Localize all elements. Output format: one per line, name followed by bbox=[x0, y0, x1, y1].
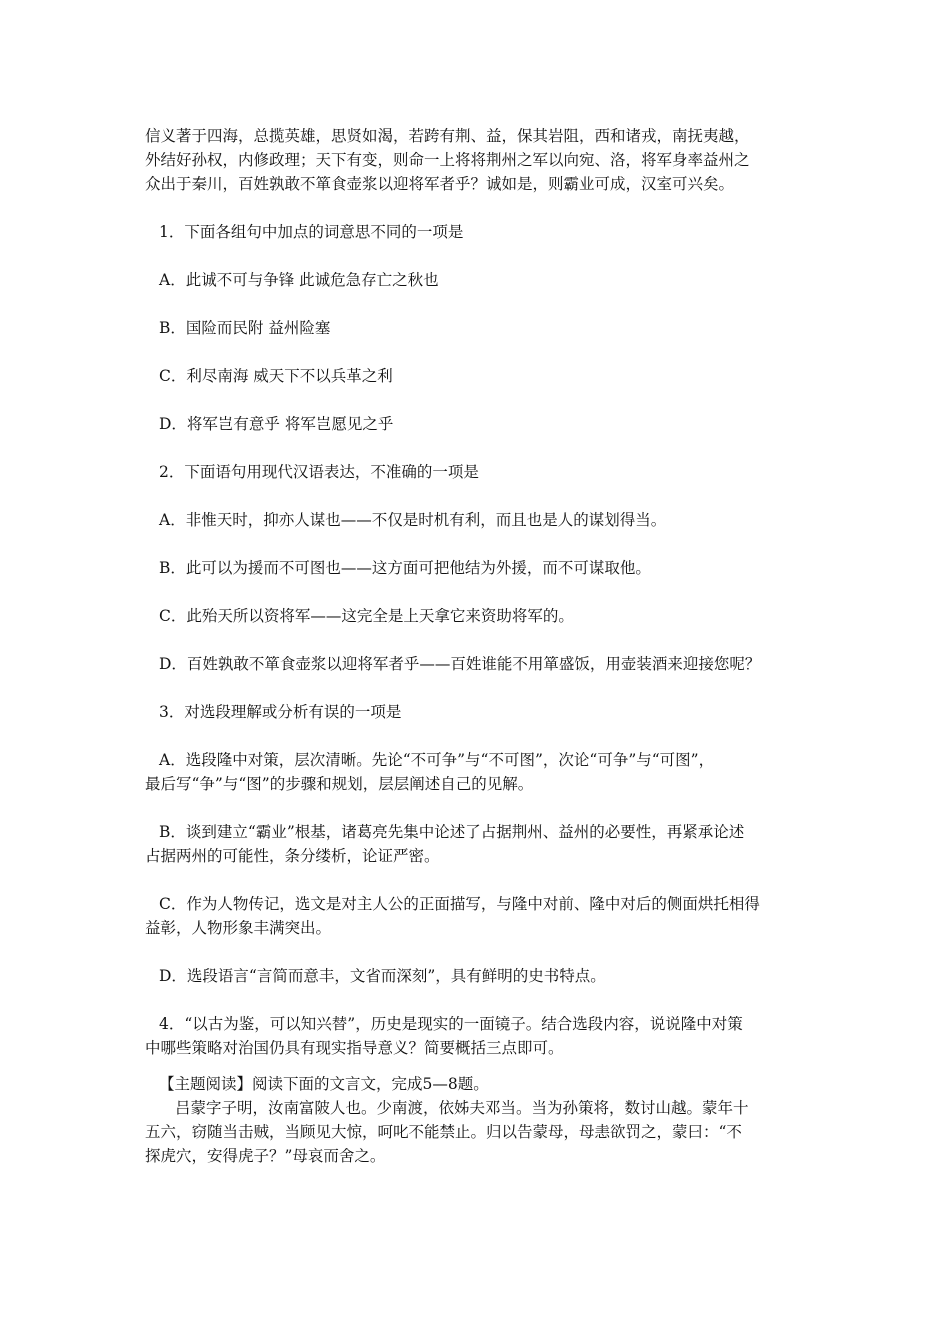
theme-reading-heading: 【主题阅读】阅读下面的文言文，完成5—8题。 bbox=[159, 1075, 489, 1093]
question-1-option-a: A．此诚不可与争锋 此诚危急存亡之秋也 bbox=[159, 271, 439, 289]
question-3 bbox=[145, 700, 810, 988]
question-2-option-b: B．此可以为援而不可图也——这方面可把他结为外援，而不可谋取他。 bbox=[159, 559, 651, 577]
theme-reading-line: 吕蒙字子明，汝南富陂人也。少南渡，依姊夫邓当。当为孙策将，数讨山越。蒙年十 bbox=[175, 1099, 749, 1117]
spacer bbox=[145, 436, 810, 460]
question-3-option-c-cont: 益彰，人物形象丰满突出。 bbox=[145, 919, 332, 937]
theme-reading-line: 探虎穴，安得虎子？”母哀而舍之。 bbox=[145, 1147, 386, 1165]
passage bbox=[145, 124, 810, 196]
theme-reading bbox=[145, 1072, 810, 1168]
question-1-option-b: B．国险而民附 益州险塞 bbox=[159, 319, 331, 337]
spacer bbox=[145, 676, 810, 700]
question-3-option-c: C．作为人物传记，选文是对主人公的正面描写，与隆中对前、隆中对后的侧面烘托相得 bbox=[159, 895, 760, 913]
question-1-option-d: D．将军岂有意乎 将军岂愿见之乎 bbox=[159, 415, 394, 433]
question-2-option-d: D．百姓孰敢不箪食壶浆以迎将军者乎——百姓谁能不用箪盛饭，用壶装酒来迎接您呢？ bbox=[159, 655, 761, 673]
document-page bbox=[145, 124, 810, 1168]
question-2 bbox=[145, 460, 810, 676]
question-2-stem: 2．下面语句用现代汉语表达，不准确的一项是 bbox=[159, 463, 479, 481]
passage-line: 众出于秦川，百姓孰敢不箪食壶浆以迎将军者乎？诚如是，则霸业可成，汉室可兴矣。 bbox=[145, 175, 735, 193]
question-4-stem: 4．“以古为鉴，可以知兴替”，历史是现实的一面镜子。结合选段内容，说说隆中对策 bbox=[159, 1015, 743, 1033]
question-1 bbox=[145, 220, 810, 436]
question-3-option-b-cont: 占据两州的可能性，条分缕析，论证严密。 bbox=[145, 847, 440, 865]
question-3-option-a: A．选段隆中对策，层次清晰。先论“不可争”与“不可图”，次论“可争”与“可图”， bbox=[159, 751, 715, 769]
question-3-stem: 3．对选段理解或分析有误的一项是 bbox=[159, 703, 402, 721]
question-3-option-b: B．谈到建立“霸业”根基，诸葛亮先集中论述了占据荆州、益州的必要性，再紧承论述 bbox=[159, 823, 745, 841]
question-1-stem: 1．下面各组句中加点的词意思不同的一项是 bbox=[159, 223, 464, 241]
theme-reading-line: 五六，窃随当击贼，当顾见大惊，呵叱不能禁止。归以告蒙母，母恚欲罚之，蒙曰：“不 bbox=[145, 1123, 742, 1141]
spacer bbox=[145, 988, 810, 1012]
question-4-stem-cont: 中哪些策略对治国仍具有现实指导意义？简要概括三点即可。 bbox=[145, 1039, 564, 1057]
passage-line: 信义著于四海，总揽英雄，思贤如渴，若跨有荆、益，保其岩阻，西和诸戎，南抚夷越， bbox=[145, 127, 750, 145]
question-1-option-c: C．利尽南海 威天下不以兵革之利 bbox=[159, 367, 393, 385]
passage-line: 外结好孙权，内修政理；天下有变，则命一上将将荆州之军以向宛、洛，将军身率益州之 bbox=[145, 151, 750, 169]
spacer bbox=[145, 196, 810, 220]
question-2-option-c: C．此殆天所以资将军——这完全是上天拿它来资助将军的。 bbox=[159, 607, 574, 625]
question-3-option-a-cont: 最后写“争”与“图”的步骤和规划，层层阐述自己的见解。 bbox=[145, 775, 534, 793]
question-3-option-d: D．选段语言“言简而意丰，文省而深刻”，具有鲜明的史书特点。 bbox=[159, 967, 606, 985]
spacer bbox=[145, 1060, 810, 1072]
question-4 bbox=[145, 1012, 810, 1060]
question-2-option-a: A．非惟天时，抑亦人谋也——不仅是时机有利，而且也是人的谋划得当。 bbox=[159, 511, 667, 529]
